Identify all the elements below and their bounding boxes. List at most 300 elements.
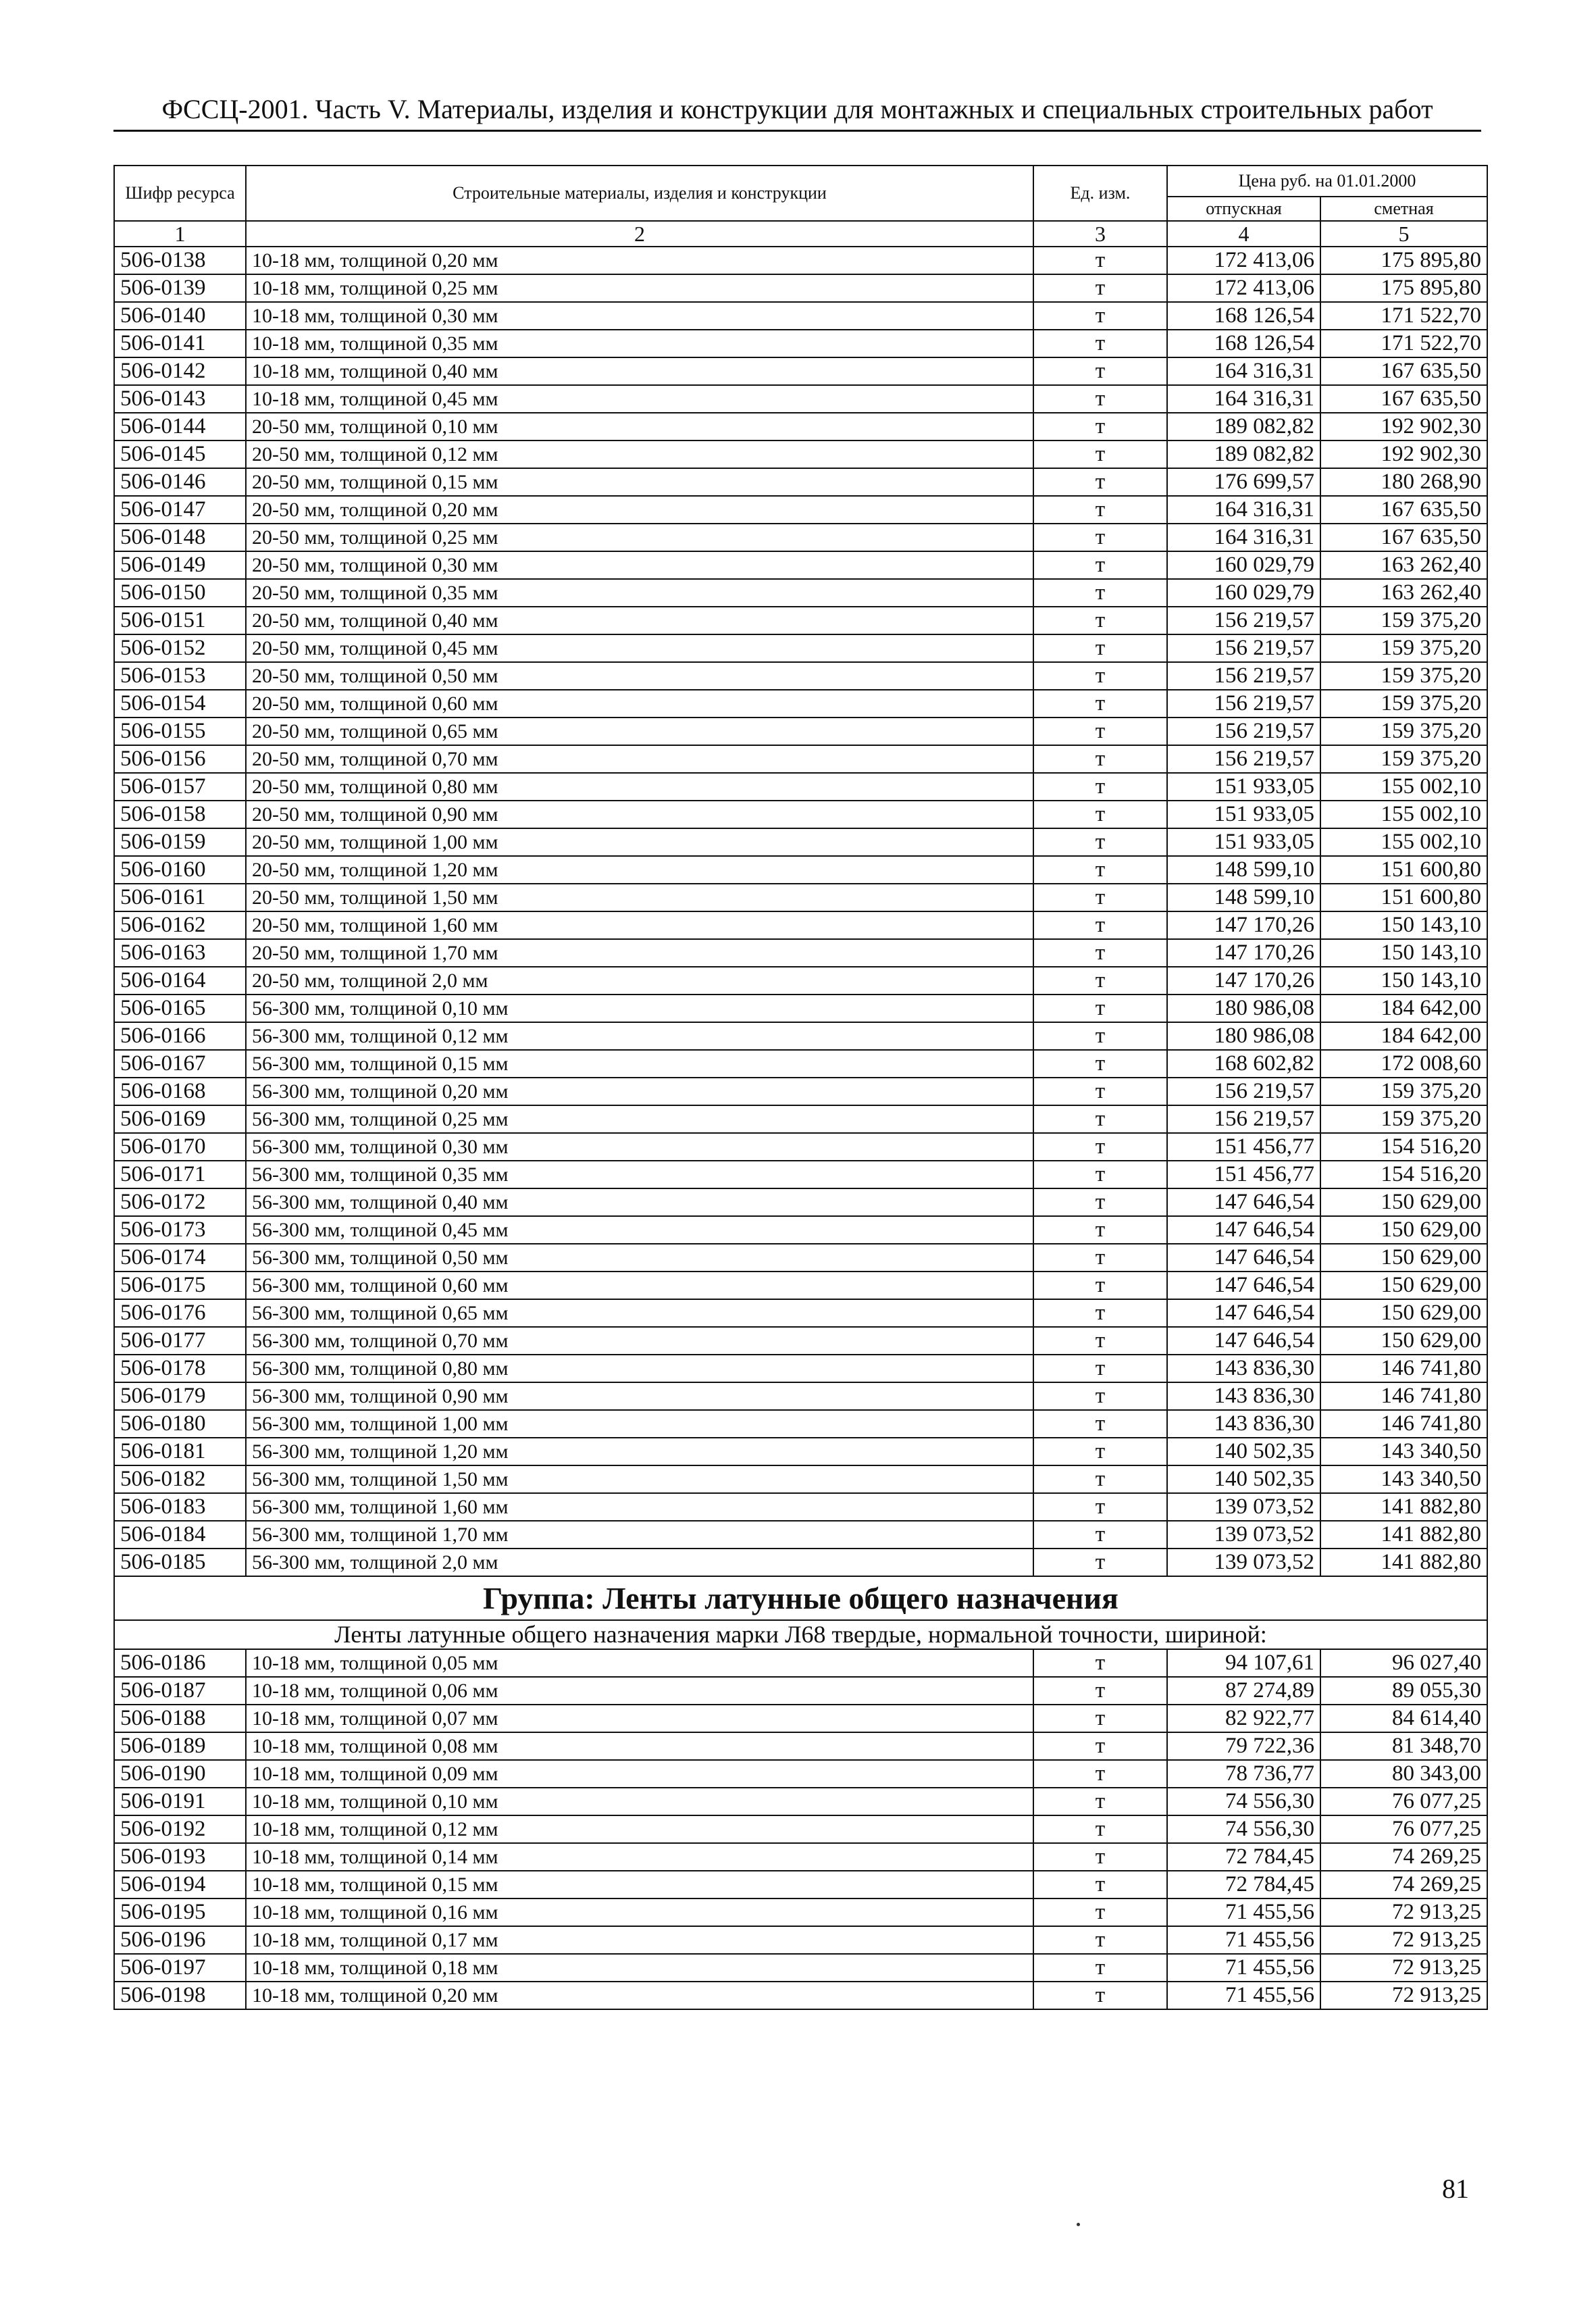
resource-code: 506-0144 bbox=[114, 413, 246, 441]
resource-code: 506-0191 bbox=[114, 1788, 246, 1815]
table-row bbox=[114, 1327, 1487, 1355]
release-price: 147 646,54 bbox=[1167, 1188, 1320, 1216]
material-name: 56-300 мм, толщиной 0,15 мм bbox=[246, 1050, 1033, 1078]
release-price: 168 126,54 bbox=[1167, 302, 1320, 330]
resource-code: 506-0190 bbox=[114, 1760, 246, 1788]
material-name: 56-300 мм, толщиной 0,70 мм bbox=[246, 1327, 1033, 1355]
unit: т bbox=[1033, 967, 1167, 995]
resource-code: 506-0167 bbox=[114, 1050, 246, 1078]
material-name: 20-50 мм, толщиной 1,70 мм bbox=[246, 939, 1033, 967]
estimate-price: 141 882,80 bbox=[1320, 1549, 1487, 1576]
material-name: 20-50 мм, толщиной 1,50 мм bbox=[246, 884, 1033, 911]
resource-code: 506-0177 bbox=[114, 1327, 246, 1355]
release-price: 71 455,56 bbox=[1167, 1926, 1320, 1954]
resource-code: 506-0185 bbox=[114, 1549, 246, 1576]
unit: т bbox=[1033, 773, 1167, 801]
unit: т bbox=[1033, 274, 1167, 302]
header-estimate-price: сметная bbox=[1320, 197, 1487, 221]
estimate-price: 74 269,25 bbox=[1320, 1871, 1487, 1898]
estimate-price: 81 348,70 bbox=[1320, 1732, 1487, 1760]
release-price: 74 556,30 bbox=[1167, 1815, 1320, 1843]
estimate-price: 159 375,20 bbox=[1320, 745, 1487, 773]
table-row bbox=[114, 718, 1487, 745]
unit: т bbox=[1033, 1410, 1167, 1438]
material-name: 10-18 мм, толщиной 0,18 мм bbox=[246, 1954, 1033, 1982]
estimate-price: 84 614,40 bbox=[1320, 1705, 1487, 1732]
unit: т bbox=[1033, 1705, 1167, 1732]
table-row bbox=[114, 302, 1487, 330]
resource-code: 506-0152 bbox=[114, 634, 246, 662]
estimate-price: 184 642,00 bbox=[1320, 1022, 1487, 1050]
table-row bbox=[114, 1954, 1487, 1982]
table-row bbox=[114, 745, 1487, 773]
material-name: 56-300 мм, толщиной 0,80 мм bbox=[246, 1355, 1033, 1382]
table-row bbox=[114, 247, 1487, 274]
release-price: 164 316,31 bbox=[1167, 496, 1320, 524]
estimate-price: 76 077,25 bbox=[1320, 1815, 1487, 1843]
table-row bbox=[114, 662, 1487, 690]
resource-code: 506-0197 bbox=[114, 1954, 246, 1982]
release-price: 151 933,05 bbox=[1167, 773, 1320, 801]
unit: т bbox=[1033, 1465, 1167, 1493]
table-row bbox=[114, 1244, 1487, 1272]
page-number: 81 bbox=[1442, 2173, 1469, 2204]
resource-code: 506-0168 bbox=[114, 1078, 246, 1105]
release-price: 147 170,26 bbox=[1167, 939, 1320, 967]
unit: т bbox=[1033, 1788, 1167, 1815]
material-name: 20-50 мм, толщиной 0,65 мм bbox=[246, 718, 1033, 745]
unit: т bbox=[1033, 662, 1167, 690]
material-name: 20-50 мм, толщиной 0,15 мм bbox=[246, 468, 1033, 496]
release-price: 82 922,77 bbox=[1167, 1705, 1320, 1732]
release-price: 189 082,82 bbox=[1167, 441, 1320, 468]
table-row bbox=[114, 1382, 1487, 1410]
estimate-price: 175 895,80 bbox=[1320, 247, 1487, 274]
material-name: 20-50 мм, толщиной 0,25 мм bbox=[246, 524, 1033, 551]
table-row bbox=[114, 1843, 1487, 1871]
table-row bbox=[114, 1677, 1487, 1705]
release-price: 160 029,79 bbox=[1167, 551, 1320, 579]
material-name: 56-300 мм, толщиной 0,35 мм bbox=[246, 1161, 1033, 1188]
release-price: 151 456,77 bbox=[1167, 1133, 1320, 1161]
release-price: 151 456,77 bbox=[1167, 1161, 1320, 1188]
unit: т bbox=[1033, 1760, 1167, 1788]
table-row bbox=[114, 828, 1487, 856]
unit: т bbox=[1033, 745, 1167, 773]
unit: т bbox=[1033, 1272, 1167, 1299]
material-name: 10-18 мм, толщиной 0,17 мм bbox=[246, 1926, 1033, 1954]
material-name: 56-300 мм, толщиной 0,12 мм bbox=[246, 1022, 1033, 1050]
estimate-price: 155 002,10 bbox=[1320, 773, 1487, 801]
resource-code: 506-0156 bbox=[114, 745, 246, 773]
release-price: 164 316,31 bbox=[1167, 524, 1320, 551]
table-row bbox=[114, 330, 1487, 357]
material-name: 10-18 мм, толщиной 0,10 мм bbox=[246, 1788, 1033, 1815]
resource-code: 506-0180 bbox=[114, 1410, 246, 1438]
unit: т bbox=[1033, 634, 1167, 662]
group-row bbox=[114, 1576, 1487, 1620]
material-name: 20-50 мм, толщиной 0,60 мм bbox=[246, 690, 1033, 718]
table-row bbox=[114, 1161, 1487, 1188]
release-price: 147 646,54 bbox=[1167, 1272, 1320, 1299]
material-name: 10-18 мм, толщиной 0,35 мм bbox=[246, 330, 1033, 357]
estimate-price: 159 375,20 bbox=[1320, 634, 1487, 662]
material-name: 10-18 мм, толщиной 0,05 мм bbox=[246, 1649, 1033, 1677]
release-price: 148 599,10 bbox=[1167, 884, 1320, 911]
release-price: 139 073,52 bbox=[1167, 1521, 1320, 1549]
unit: т bbox=[1033, 468, 1167, 496]
scan-speck bbox=[1077, 2223, 1080, 2226]
estimate-price: 180 268,90 bbox=[1320, 468, 1487, 496]
estimate-price: 155 002,10 bbox=[1320, 828, 1487, 856]
release-price: 156 219,57 bbox=[1167, 745, 1320, 773]
estimate-price: 146 741,80 bbox=[1320, 1410, 1487, 1438]
unit: т bbox=[1033, 1493, 1167, 1521]
estimate-price: 150 629,00 bbox=[1320, 1188, 1487, 1216]
column-number: 4 bbox=[1167, 221, 1320, 247]
material-name: 10-18 мм, толщиной 0,45 мм bbox=[246, 385, 1033, 413]
unit: т bbox=[1033, 1898, 1167, 1926]
unit: т bbox=[1033, 385, 1167, 413]
unit: т bbox=[1033, 1105, 1167, 1133]
resource-code: 506-0188 bbox=[114, 1705, 246, 1732]
release-price: 140 502,35 bbox=[1167, 1438, 1320, 1465]
material-name: 56-300 мм, толщиной 0,45 мм bbox=[246, 1216, 1033, 1244]
resource-code: 506-0184 bbox=[114, 1521, 246, 1549]
material-name: 20-50 мм, толщиной 1,00 мм bbox=[246, 828, 1033, 856]
resource-code: 506-0198 bbox=[114, 1982, 246, 2009]
resource-code: 506-0169 bbox=[114, 1105, 246, 1133]
material-name: 20-50 мм, толщиной 0,90 мм bbox=[246, 801, 1033, 828]
material-name: 56-300 мм, толщиной 1,70 мм bbox=[246, 1521, 1033, 1549]
table-row bbox=[114, 1871, 1487, 1898]
resource-code: 506-0149 bbox=[114, 551, 246, 579]
resource-code: 506-0166 bbox=[114, 1022, 246, 1050]
material-name: 10-18 мм, толщиной 0,12 мм bbox=[246, 1815, 1033, 1843]
material-name: 56-300 мм, толщиной 0,25 мм bbox=[246, 1105, 1033, 1133]
resource-code: 506-0142 bbox=[114, 357, 246, 385]
release-price: 156 219,57 bbox=[1167, 1078, 1320, 1105]
table-row bbox=[114, 773, 1487, 801]
material-name: 56-300 мм, толщиной 0,65 мм bbox=[246, 1299, 1033, 1327]
resource-code: 506-0161 bbox=[114, 884, 246, 911]
resource-code: 506-0164 bbox=[114, 967, 246, 995]
unit: т bbox=[1033, 995, 1167, 1022]
subgroup-title: Ленты латунные общего назначения марки Л68 твердые, нормальной точности, шириной: bbox=[114, 1620, 1487, 1649]
estimate-price: 150 143,10 bbox=[1320, 967, 1487, 995]
resource-code: 506-0179 bbox=[114, 1382, 246, 1410]
estimate-price: 192 902,30 bbox=[1320, 413, 1487, 441]
unit: т bbox=[1033, 1732, 1167, 1760]
material-name: 20-50 мм, толщиной 0,70 мм bbox=[246, 745, 1033, 773]
resource-code: 506-0150 bbox=[114, 579, 246, 607]
release-price: 156 219,57 bbox=[1167, 1105, 1320, 1133]
resource-code: 506-0138 bbox=[114, 247, 246, 274]
unit: т bbox=[1033, 939, 1167, 967]
material-name: 10-18 мм, толщиной 0,20 мм bbox=[246, 1982, 1033, 2009]
unit: т bbox=[1033, 1355, 1167, 1382]
table-row bbox=[114, 939, 1487, 967]
resource-code: 506-0165 bbox=[114, 995, 246, 1022]
estimate-price: 72 913,25 bbox=[1320, 1926, 1487, 1954]
group-title: Группа: Ленты латунные общего назначения bbox=[114, 1576, 1487, 1620]
unit: т bbox=[1033, 247, 1167, 274]
release-price: 189 082,82 bbox=[1167, 413, 1320, 441]
estimate-price: 167 635,50 bbox=[1320, 496, 1487, 524]
estimate-price: 146 741,80 bbox=[1320, 1355, 1487, 1382]
resource-code: 506-0181 bbox=[114, 1438, 246, 1465]
unit: т bbox=[1033, 801, 1167, 828]
release-price: 172 413,06 bbox=[1167, 274, 1320, 302]
release-price: 139 073,52 bbox=[1167, 1493, 1320, 1521]
release-price: 148 599,10 bbox=[1167, 856, 1320, 884]
estimate-price: 150 629,00 bbox=[1320, 1299, 1487, 1327]
column-number: 2 bbox=[246, 221, 1033, 247]
resource-code: 506-0157 bbox=[114, 773, 246, 801]
resource-code: 506-0143 bbox=[114, 385, 246, 413]
unit: т bbox=[1033, 1677, 1167, 1705]
estimate-price: 143 340,50 bbox=[1320, 1438, 1487, 1465]
material-name: 20-50 мм, толщиной 0,20 мм bbox=[246, 496, 1033, 524]
release-price: 71 455,56 bbox=[1167, 1982, 1320, 2009]
table-row bbox=[114, 967, 1487, 995]
unit: т bbox=[1033, 1244, 1167, 1272]
release-price: 71 455,56 bbox=[1167, 1898, 1320, 1926]
estimate-price: 184 642,00 bbox=[1320, 995, 1487, 1022]
table-row bbox=[114, 496, 1487, 524]
unit: т bbox=[1033, 524, 1167, 551]
table-row bbox=[114, 856, 1487, 884]
table-row bbox=[114, 1815, 1487, 1843]
unit: т bbox=[1033, 1299, 1167, 1327]
subgroup-row bbox=[114, 1620, 1487, 1649]
table-row bbox=[114, 441, 1487, 468]
material-name: 20-50 мм, толщиной 0,80 мм bbox=[246, 773, 1033, 801]
material-name: 20-50 мм, толщиной 0,12 мм bbox=[246, 441, 1033, 468]
unit: т bbox=[1033, 551, 1167, 579]
material-name: 20-50 мм, толщиной 0,30 мм bbox=[246, 551, 1033, 579]
unit: т bbox=[1033, 1982, 1167, 2009]
resource-code: 506-0193 bbox=[114, 1843, 246, 1871]
unit: т bbox=[1033, 1078, 1167, 1105]
page-header bbox=[113, 91, 1481, 132]
estimate-price: 159 375,20 bbox=[1320, 1078, 1487, 1105]
table-row bbox=[114, 1410, 1487, 1438]
estimate-price: 167 635,50 bbox=[1320, 385, 1487, 413]
material-name: 56-300 мм, толщиной 0,60 мм bbox=[246, 1272, 1033, 1299]
release-price: 94 107,61 bbox=[1167, 1649, 1320, 1677]
resource-code: 506-0195 bbox=[114, 1898, 246, 1926]
table-row bbox=[114, 607, 1487, 634]
resource-code: 506-0148 bbox=[114, 524, 246, 551]
unit: т bbox=[1033, 1871, 1167, 1898]
unit: т bbox=[1033, 911, 1167, 939]
material-name: 10-18 мм, толщиной 0,14 мм bbox=[246, 1843, 1033, 1871]
material-name: 10-18 мм, толщиной 0,08 мм bbox=[246, 1732, 1033, 1760]
resource-code: 506-0175 bbox=[114, 1272, 246, 1299]
release-price: 147 170,26 bbox=[1167, 911, 1320, 939]
material-name: 56-300 мм, толщиной 0,90 мм bbox=[246, 1382, 1033, 1410]
table-row bbox=[114, 1760, 1487, 1788]
estimate-price: 159 375,20 bbox=[1320, 1105, 1487, 1133]
material-name: 56-300 мм, толщиной 1,20 мм bbox=[246, 1438, 1033, 1465]
material-name: 20-50 мм, толщиной 0,35 мм bbox=[246, 579, 1033, 607]
unit: т bbox=[1033, 884, 1167, 911]
price-table bbox=[113, 165, 1488, 2010]
estimate-price: 72 913,25 bbox=[1320, 1954, 1487, 1982]
estimate-price: 151 600,80 bbox=[1320, 884, 1487, 911]
resource-code: 506-0141 bbox=[114, 330, 246, 357]
unit: т bbox=[1033, 1521, 1167, 1549]
estimate-price: 74 269,25 bbox=[1320, 1843, 1487, 1871]
table-row bbox=[114, 801, 1487, 828]
estimate-price: 96 027,40 bbox=[1320, 1649, 1487, 1677]
unit: т bbox=[1033, 1649, 1167, 1677]
unit: т bbox=[1033, 718, 1167, 745]
unit: т bbox=[1033, 1438, 1167, 1465]
estimate-price: 163 262,40 bbox=[1320, 579, 1487, 607]
resource-code: 506-0160 bbox=[114, 856, 246, 884]
release-price: 147 646,54 bbox=[1167, 1244, 1320, 1272]
column-number: 3 bbox=[1033, 221, 1167, 247]
column-number: 5 bbox=[1320, 221, 1487, 247]
material-name: 56-300 мм, толщиной 0,10 мм bbox=[246, 995, 1033, 1022]
estimate-price: 159 375,20 bbox=[1320, 690, 1487, 718]
table-row bbox=[114, 1649, 1487, 1677]
resource-code: 506-0173 bbox=[114, 1216, 246, 1244]
resource-code: 506-0187 bbox=[114, 1677, 246, 1705]
material-name: 10-18 мм, толщиной 0,16 мм bbox=[246, 1898, 1033, 1926]
header-unit: Ед. изм. bbox=[1033, 166, 1167, 221]
estimate-price: 76 077,25 bbox=[1320, 1788, 1487, 1815]
estimate-price: 151 600,80 bbox=[1320, 856, 1487, 884]
material-name: 20-50 мм, толщиной 0,45 мм bbox=[246, 634, 1033, 662]
table-row bbox=[114, 1216, 1487, 1244]
table-row bbox=[114, 1133, 1487, 1161]
estimate-price: 175 895,80 bbox=[1320, 274, 1487, 302]
table-row bbox=[114, 1926, 1487, 1954]
release-price: 140 502,35 bbox=[1167, 1465, 1320, 1493]
estimate-price: 143 340,50 bbox=[1320, 1465, 1487, 1493]
resource-code: 506-0194 bbox=[114, 1871, 246, 1898]
material-name: 10-18 мм, толщиной 0,06 мм bbox=[246, 1677, 1033, 1705]
release-price: 156 219,57 bbox=[1167, 690, 1320, 718]
material-name: 20-50 мм, толщиной 0,10 мм bbox=[246, 413, 1033, 441]
unit: т bbox=[1033, 1815, 1167, 1843]
resource-code: 506-0145 bbox=[114, 441, 246, 468]
table-row bbox=[114, 1022, 1487, 1050]
resource-code: 506-0183 bbox=[114, 1493, 246, 1521]
table-row bbox=[114, 413, 1487, 441]
release-price: 156 219,57 bbox=[1167, 662, 1320, 690]
release-price: 180 986,08 bbox=[1167, 995, 1320, 1022]
resource-code: 506-0139 bbox=[114, 274, 246, 302]
unit: т bbox=[1033, 1022, 1167, 1050]
release-price: 72 784,45 bbox=[1167, 1843, 1320, 1871]
resource-code: 506-0163 bbox=[114, 939, 246, 967]
resource-code: 506-0172 bbox=[114, 1188, 246, 1216]
unit: т bbox=[1033, 579, 1167, 607]
header-price: Цена руб. на 01.01.2000 bbox=[1167, 166, 1487, 197]
resource-code: 506-0192 bbox=[114, 1815, 246, 1843]
release-price: 143 836,30 bbox=[1167, 1410, 1320, 1438]
resource-code: 506-0196 bbox=[114, 1926, 246, 1954]
resource-code: 506-0170 bbox=[114, 1133, 246, 1161]
resource-code: 506-0140 bbox=[114, 302, 246, 330]
material-name: 56-300 мм, толщиной 1,60 мм bbox=[246, 1493, 1033, 1521]
resource-code: 506-0171 bbox=[114, 1161, 246, 1188]
unit: т bbox=[1033, 330, 1167, 357]
unit: т bbox=[1033, 413, 1167, 441]
table-row bbox=[114, 690, 1487, 718]
material-name: 56-300 мм, толщиной 2,0 мм bbox=[246, 1549, 1033, 1576]
resource-code: 506-0178 bbox=[114, 1355, 246, 1382]
table-header bbox=[114, 166, 1487, 247]
table-row bbox=[114, 468, 1487, 496]
material-name: 20-50 мм, толщиной 0,50 мм bbox=[246, 662, 1033, 690]
material-name: 56-300 мм, толщиной 0,40 мм bbox=[246, 1188, 1033, 1216]
resource-code: 506-0154 bbox=[114, 690, 246, 718]
material-name: 10-18 мм, толщиной 0,07 мм bbox=[246, 1705, 1033, 1732]
material-name: 10-18 мм, толщиной 0,15 мм bbox=[246, 1871, 1033, 1898]
page-title: ФССЦ-2001. Часть V. Материалы, изделия и конструкции для монтажных и специальных строительных работ bbox=[161, 94, 1433, 124]
release-price: 87 274,89 bbox=[1167, 1677, 1320, 1705]
unit: т bbox=[1033, 496, 1167, 524]
estimate-price: 150 629,00 bbox=[1320, 1327, 1487, 1355]
estimate-price: 72 913,25 bbox=[1320, 1982, 1487, 2009]
estimate-price: 150 629,00 bbox=[1320, 1272, 1487, 1299]
resource-code: 506-0186 bbox=[114, 1649, 246, 1677]
table-row bbox=[114, 1078, 1487, 1105]
unit: т bbox=[1033, 1216, 1167, 1244]
table-row bbox=[114, 1105, 1487, 1133]
release-price: 168 126,54 bbox=[1167, 330, 1320, 357]
material-name: 20-50 мм, толщиной 1,60 мм bbox=[246, 911, 1033, 939]
estimate-price: 159 375,20 bbox=[1320, 718, 1487, 745]
table-row bbox=[114, 524, 1487, 551]
release-price: 151 933,05 bbox=[1167, 828, 1320, 856]
unit: т bbox=[1033, 607, 1167, 634]
table-row bbox=[114, 357, 1487, 385]
release-price: 164 316,31 bbox=[1167, 385, 1320, 413]
release-price: 156 219,57 bbox=[1167, 607, 1320, 634]
table-row bbox=[114, 911, 1487, 939]
unit: т bbox=[1033, 1843, 1167, 1871]
estimate-price: 167 635,50 bbox=[1320, 524, 1487, 551]
resource-code: 506-0155 bbox=[114, 718, 246, 745]
table-row bbox=[114, 1982, 1487, 2009]
unit: т bbox=[1033, 1327, 1167, 1355]
table-row bbox=[114, 1705, 1487, 1732]
unit: т bbox=[1033, 302, 1167, 330]
table-row bbox=[114, 551, 1487, 579]
estimate-price: 80 343,00 bbox=[1320, 1760, 1487, 1788]
resource-code: 506-0176 bbox=[114, 1299, 246, 1327]
table-row bbox=[114, 1438, 1487, 1465]
unit: т bbox=[1033, 1382, 1167, 1410]
resource-code: 506-0159 bbox=[114, 828, 246, 856]
table-row bbox=[114, 1521, 1487, 1549]
table-body-brass-strips bbox=[114, 247, 1487, 1576]
material-name: 10-18 мм, толщиной 0,09 мм bbox=[246, 1760, 1033, 1788]
table-row bbox=[114, 1050, 1487, 1078]
resource-code: 506-0174 bbox=[114, 1244, 246, 1272]
release-price: 156 219,57 bbox=[1167, 634, 1320, 662]
header-release-price: отпускная bbox=[1167, 197, 1320, 221]
material-name: 56-300 мм, толщиной 0,50 мм bbox=[246, 1244, 1033, 1272]
unit: т bbox=[1033, 856, 1167, 884]
table-row bbox=[114, 385, 1487, 413]
